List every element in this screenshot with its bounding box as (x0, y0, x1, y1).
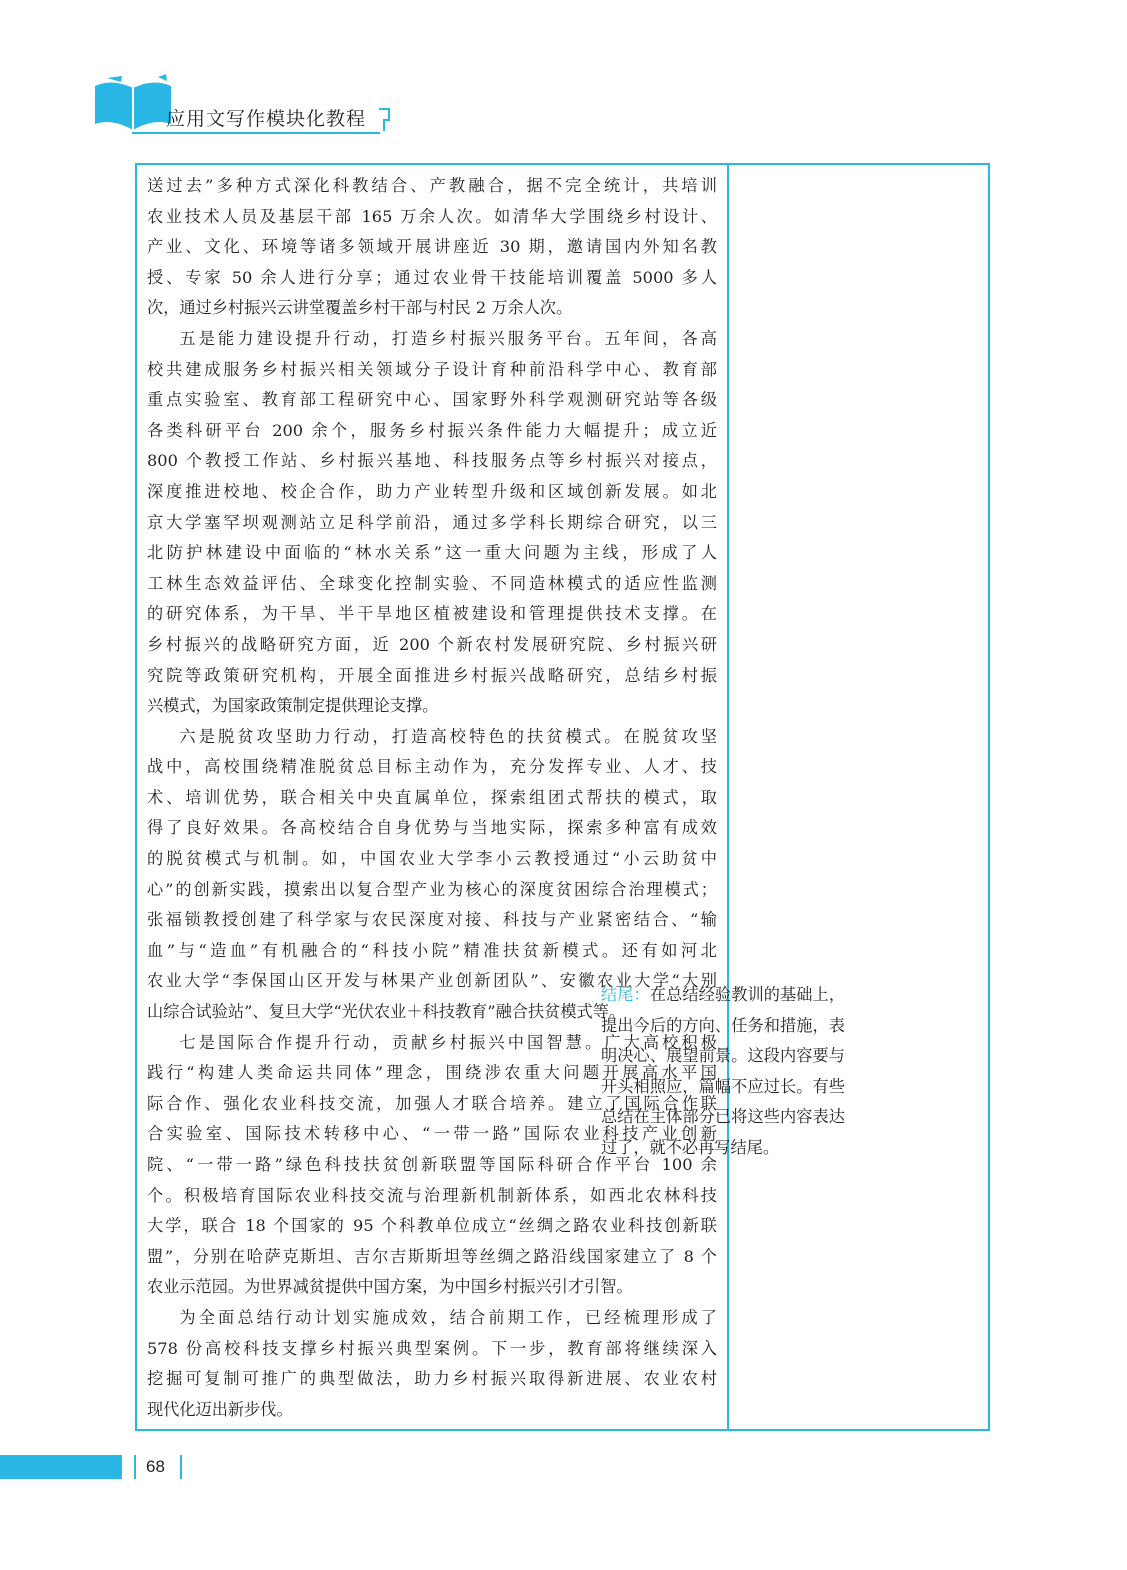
text-line: 农业大学“李保国山区开发与林果产业创新团队”、安徽农业大学“大别 (147, 971, 717, 991)
text-line: 北防护林建设中面临的“林水关系”这一重大问题为主线，形成了人 (147, 543, 717, 563)
text-line: 院、“一带一路”绿色科技扶贫创新联盟等国际科研合作平台 100 余 (147, 1155, 717, 1174)
text-line: 挖掘可复制可推广的典型做法，助力乡村振兴取得新进展、农业农村 (147, 1369, 717, 1389)
text-line: 合实验室、国际技术转移中心、“一带一路”国际农业科技产业创新 (147, 1124, 717, 1144)
text-line: 术、培训优势，联合相关中央直属单位，探索组团式帮扶的模式，取 (147, 787, 717, 807)
text-line: 七是国际合作提升行动，贡献乡村振兴中国智慧。广大高校积极 (179, 1032, 717, 1052)
content-box (135, 163, 990, 1431)
text-line: 五是能力建设提升行动，打造乡村振兴服务平台。五年间，各高 (179, 328, 717, 348)
text-line: 现代化迈出新步伐。 (147, 1399, 293, 1419)
text-line: 践行“构建人类命运共同体”理念，围绕涉农重大问题开展高水平国 (147, 1063, 717, 1083)
text-line: 重点实验室、教育部工程研究中心、国家野外科学观测研究站等各级 (147, 390, 717, 410)
text-line: 际合作、强化农业科技交流，加强人才联合培养。建立了国际合作联 (147, 1093, 717, 1113)
main-text-column (147, 171, 717, 1425)
text-line: 得了良好效果。各高校结合自身优势与当地实际，探索多种富有成效 (147, 818, 717, 838)
side-note-label: 结尾： (601, 985, 650, 1004)
text-line: 盟”，分别在哈萨克斯坦、吉尔吉斯斯坦等丝绸之路沿线国家建立了 8 个 (147, 1246, 717, 1266)
text-line: 个。积极培育国际农业科技交流与治理新机制新体系，如西北农林科技 (147, 1185, 717, 1205)
text-line: 的研究体系，为干旱、半干旱地区植被建设和管理提供技术支撑。在 (147, 604, 717, 624)
text-line: 为全面总结行动计划实施成效，结合前期工作，已经梳理形成了 (179, 1307, 717, 1327)
header-underline (132, 132, 380, 134)
text-line: 大学，联合 18 个国家的 95 个科教单位成立“丝绸之路农业科技创新联 (147, 1216, 717, 1236)
text-line: 乡村振兴的战略研究方面，近 200 个新农村发展研究院、乡村振兴研 (147, 634, 717, 654)
text-line: 校共建成服务乡村振兴相关领域分子设计育种前沿科学中心、教育部 (147, 359, 717, 379)
text-line: 578 份高校科技支撑乡村振兴典型案例。下一步，教育部将继续深入 (147, 1338, 717, 1358)
text-line: 张福锁教授创建了科学家与农民深度对接、科技与产业紧密结合、“输 (147, 910, 717, 930)
text-line: 六是脱贫攻坚助力行动，打造高校特色的扶贫模式。在脱贫攻坚 (179, 726, 717, 746)
text-line: 各类科研平台 200 余个，服务乡村振兴条件能力大幅提升；成立近 (147, 420, 717, 440)
text-line: 究院等政策研究机构，开展全面推进乡村振兴战略研究，总结乡村振 (147, 665, 717, 685)
text-line: 心”的创新实践，摸索出以复合型产业为核心的深度贫困综合治理模式； (147, 879, 717, 899)
text-line: 次，通过乡村振兴云讲堂覆盖乡村干部与村民 2 万余人次。 (147, 298, 573, 318)
footer-bar (0, 1455, 122, 1479)
book-title: 应用文写作模块化教程 (166, 108, 367, 130)
text-line: 工林生态效益评估、全球变化控制实验、不同造林模式的适应性监测 (147, 573, 717, 593)
column-divider (727, 165, 729, 1429)
header-corner-mark (378, 108, 392, 132)
text-line: 产业、文化、环境等诸多领域开展讲座近 30 期，邀请国内外知名教 (147, 237, 717, 257)
text-line: 深度推进校地、校企合作，助力产业转型升级和区域创新发展。如北 (147, 481, 717, 501)
text-line: 授、专家 50 余人进行分享；通过农业骨干技能培训覆盖 5000 多人 (147, 267, 717, 287)
text-line: 送过去”多种方式深化科教结合、产教融合，据不完全统计，共培训 (147, 176, 717, 195)
text-line: 800 个教授工作站、乡村振兴基地、科技服务点等乡村振兴对接点， (147, 451, 717, 471)
text-line: 京大学塞罕坝观测站立足科学前沿，通过多学科长期综合研究，以三 (147, 512, 717, 532)
text-line: 战中，高校围绕精准脱贫总目标主动作为，充分发挥专业、人才、技 (147, 757, 717, 777)
text-line: 血”与“造血”有机融合的“科技小院”精准扶贫新模式。还有如河北 (147, 940, 717, 960)
footer-separator-right (180, 1455, 182, 1479)
open-book-icon (92, 74, 174, 132)
page-number: 68 (146, 1457, 165, 1476)
footer-separator-left (134, 1455, 136, 1479)
side-note (601, 980, 845, 1164)
text-line: 兴模式，为国家政策制定提供理论支撑。 (147, 696, 439, 716)
side-note-text: 在总结经验教训的基础上，提出今后的方向、任务和措施，表明决心、展望前景。这段内容要与开头相照应，篇幅不应过长。有些总结在主体部分已将这些内容表达过了，就不必再写结尾。 (601, 985, 846, 1157)
text-line: 的脱贫模式与机制。如，中国农业大学李小云教授通过“小云助贫中 (147, 849, 717, 869)
text-line: 山综合试验站”、复旦大学“光伏农业＋科技教育”融合扶贫模式等。 (147, 1002, 626, 1022)
text-line: 农业示范园。为世界减贫提供中国方案，为中国乡村振兴引才引智。 (147, 1277, 633, 1297)
text-line: 农业技术人员及基层干部 165 万余人次。如清华大学围绕乡村设计、 (147, 206, 717, 226)
